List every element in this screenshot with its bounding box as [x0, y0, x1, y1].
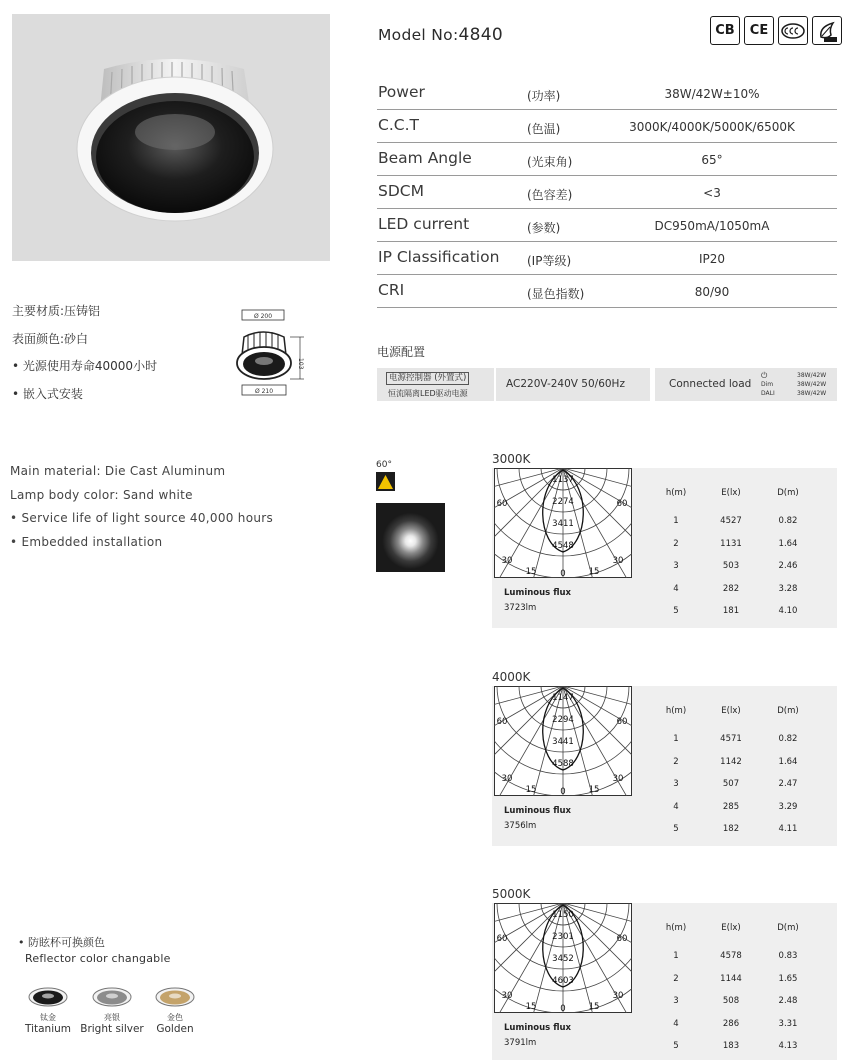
flux-value: 3791lm — [504, 1038, 537, 1048]
polar-label: 3452 — [552, 954, 574, 964]
illum-cell: 0.82 — [778, 734, 798, 744]
illum-header: h(m) — [665, 488, 687, 498]
polar-label: 2301 — [552, 932, 574, 942]
illum-cell: 5 — [673, 606, 679, 616]
spec-value: <3 — [703, 186, 721, 200]
illum-cell: 4527 — [720, 516, 742, 526]
polar-label: 3441 — [552, 737, 574, 747]
illum-header: D(m) — [777, 706, 799, 716]
polar-label: 60 — [496, 499, 508, 509]
illum-cell: 1 — [673, 734, 679, 744]
illum-cell: 182 — [722, 824, 740, 834]
illum-cell: 4 — [673, 802, 679, 812]
illum-cell: 2.46 — [778, 561, 798, 571]
beam-angle-label: 60° — [376, 460, 392, 470]
polar-label: 15 — [588, 1002, 600, 1012]
dim-bottom: Ø 210 — [254, 388, 274, 395]
spec-cn: (色容差) — [527, 188, 573, 202]
illum-header: h(m) — [665, 706, 687, 716]
polar-label: 1150 — [552, 910, 574, 920]
illum-cell: 285 — [722, 802, 740, 812]
illum-cell: 5 — [673, 824, 679, 834]
reflector-swatch-icon — [92, 985, 132, 1013]
power-input-cell — [496, 368, 650, 401]
illum-cell: 0.82 — [778, 516, 798, 526]
illum-cell: 4.11 — [778, 824, 798, 834]
polar-label: 1137 — [552, 475, 574, 485]
polar-label: 3411 — [552, 519, 574, 529]
illum-cell: 2 — [673, 757, 679, 767]
illum-cell: 3.28 — [778, 584, 798, 594]
spec-cn: (色温) — [527, 122, 561, 136]
illum-cell: 1142 — [720, 757, 742, 767]
polar-label: 0 — [560, 569, 566, 578]
illum-cell: 4 — [673, 1019, 679, 1029]
spec-value: 65° — [701, 153, 723, 167]
illum-cell: 3 — [673, 561, 679, 571]
polar-label: 1147 — [552, 693, 574, 703]
load-value: 38W/42W — [797, 381, 827, 388]
dim-height: 103 — [297, 358, 304, 370]
polar-diagram — [494, 468, 632, 578]
polar-label: 2294 — [552, 715, 574, 725]
spec-row — [377, 176, 837, 209]
reflector-name-en: Bright silver — [80, 1023, 144, 1035]
illum-cell: 3 — [673, 779, 679, 789]
illum-cell: 4.13 — [778, 1041, 798, 1051]
model-value: 4840 — [458, 25, 503, 45]
feature-cn-item: 主要材质:压铸铝 — [12, 304, 101, 318]
ccc-cert-icon — [778, 16, 808, 45]
illum-cell: 5 — [673, 1041, 679, 1051]
polar-label: 30 — [501, 774, 513, 784]
model-number — [378, 25, 503, 45]
illum-cell: 4 — [673, 584, 679, 594]
feature-en-item: • Embedded installation — [10, 534, 163, 549]
spec-name: C.C.T — [378, 116, 419, 134]
polar-label: 0 — [560, 1004, 566, 1013]
spec-row — [377, 143, 837, 176]
spec-name: Beam Angle — [378, 149, 472, 167]
illum-cell: 2.47 — [778, 779, 798, 789]
illum-cell: 1.65 — [778, 974, 798, 984]
polar-label: 30 — [612, 556, 624, 566]
illum-header: D(m) — [777, 488, 799, 498]
illum-cell: 2 — [673, 539, 679, 549]
spec-value: DC950mA/1050mA — [654, 219, 770, 233]
dimension-drawing — [228, 307, 313, 399]
illum-header: h(m) — [665, 923, 687, 933]
flux-label: Luminous flux — [504, 1023, 572, 1033]
polar-label: 60 — [616, 717, 628, 727]
illum-cell: 181 — [722, 606, 740, 616]
input-voltage: AC220V-240V 50/60Hz — [506, 378, 625, 390]
cct-title: 5000K — [492, 887, 531, 901]
reflector-name-cn: 亮银 — [104, 1013, 120, 1022]
polar-diagram — [494, 686, 632, 796]
product-photo — [12, 14, 330, 261]
reflector-title-en: Reflector color changable — [25, 952, 171, 965]
illum-cell: 503 — [722, 561, 740, 571]
polar-label: 0 — [560, 787, 566, 796]
power-config-title: 电源配置 — [377, 345, 426, 359]
spec-cn: (IP等级) — [527, 254, 572, 268]
illum-cell: 2.48 — [778, 996, 798, 1006]
illum-header: E(lx) — [721, 706, 741, 716]
illum-cell: 282 — [722, 584, 740, 594]
spec-cn: (显色指数) — [527, 287, 585, 301]
illum-cell: 3.29 — [778, 802, 798, 812]
illum-cell: 4.10 — [778, 606, 798, 616]
polar-label: 15 — [525, 567, 537, 577]
spec-name: LED current — [378, 215, 470, 233]
reflector-name-en: Golden — [156, 1023, 194, 1035]
illum-header: E(lx) — [721, 923, 741, 933]
spec-cn: (光束角) — [527, 155, 573, 169]
spec-value: 3000K/4000K/5000K/6500K — [629, 120, 795, 134]
cct-title: 3000K — [492, 452, 531, 466]
spec-cn: (功率) — [527, 89, 561, 103]
illum-cell: 507 — [722, 779, 740, 789]
spec-table — [377, 77, 837, 308]
illum-cell: 3 — [673, 996, 679, 1006]
illum-cell: 4578 — [720, 951, 742, 961]
polar-label: 60 — [496, 934, 508, 944]
load-key: Dim — [761, 381, 774, 388]
feature-cn-item: • 嵌入式安装 — [12, 386, 83, 401]
driver-label: 恒流隔离LED驱动电源 — [388, 389, 468, 398]
polar-label: 15 — [588, 567, 600, 577]
illum-header: D(m) — [777, 923, 799, 933]
power-symbol-icon: ⏻ — [761, 371, 768, 380]
polar-diagram — [494, 903, 632, 1013]
polar-label: 15 — [588, 785, 600, 795]
dim-top: Ø 200 — [253, 313, 273, 320]
features-cn — [12, 298, 157, 408]
polar-label: 15 — [525, 1002, 537, 1012]
spec-row — [377, 110, 837, 143]
illum-cell: 183 — [722, 1041, 740, 1051]
polar-label: 4603 — [552, 976, 574, 986]
flux-label: Luminous flux — [504, 806, 572, 816]
connected-load-cell — [655, 368, 837, 401]
spec-row — [377, 275, 837, 308]
model-label: Model No: — [378, 26, 459, 44]
polar-label: 15 — [525, 785, 537, 795]
illum-cell: 1131 — [720, 539, 742, 549]
illum-cell: 3.31 — [778, 1019, 798, 1029]
load-value: 38W/42W — [797, 390, 827, 397]
reflector-swatch-icon — [155, 985, 195, 1013]
flux-value: 3723lm — [504, 603, 537, 613]
spec-cn: (参数) — [527, 221, 561, 235]
beam-light-spot — [376, 503, 445, 572]
polar-label: 4588 — [552, 759, 574, 769]
feature-en-item: Main material: Die Cast Aluminum — [10, 464, 226, 478]
reflector-name-en: Titanium — [24, 1023, 71, 1035]
spec-row — [377, 77, 837, 110]
polar-label: 30 — [612, 774, 624, 784]
rohs-cert-icon — [812, 16, 842, 45]
reflector-title-cn: • 防眩杯可换颜色 — [18, 936, 105, 949]
flux-label: Luminous flux — [504, 588, 572, 598]
illum-cell: 2 — [673, 974, 679, 984]
spec-row — [377, 242, 837, 275]
cct-title: 4000K — [492, 670, 531, 684]
polar-label: 30 — [501, 556, 513, 566]
polar-label: 4548 — [552, 541, 574, 551]
cb-cert-icon: CB — [710, 16, 740, 45]
flux-value: 3756lm — [504, 821, 537, 831]
connected-load-label: Connected load — [669, 378, 752, 390]
beam-triangle-icon — [376, 472, 395, 491]
spec-name: Power — [378, 83, 425, 101]
polar-label: 2274 — [552, 497, 574, 507]
spec-value: 80/90 — [694, 285, 730, 299]
polar-label: 60 — [496, 717, 508, 727]
reflector-name-cn: 钛金 — [40, 1013, 56, 1022]
polar-label: 60 — [616, 499, 628, 509]
illum-cell: 4571 — [720, 734, 742, 744]
feature-en-item: • Service life of light source 40,000 hours — [10, 511, 274, 525]
illum-cell: 1.64 — [778, 539, 798, 549]
spec-name: CRI — [378, 281, 405, 299]
spec-row — [377, 209, 837, 242]
controller-label: 电源控制器 (外置式) — [386, 372, 469, 385]
polar-label: 30 — [612, 991, 624, 1001]
illum-cell: 0.83 — [778, 951, 798, 961]
reflector-name-cn: 金色 — [167, 1013, 183, 1022]
power-controller-cell — [377, 368, 494, 401]
polar-label: 30 — [501, 991, 513, 1001]
ce-cert-icon: CE — [744, 16, 774, 45]
illum-cell: 286 — [722, 1019, 740, 1029]
illum-cell: 508 — [722, 996, 740, 1006]
spec-value: IP20 — [698, 252, 726, 266]
feature-en-item: Lamp body color: Sand white — [10, 487, 193, 502]
reflector-swatch-icon — [28, 985, 68, 1013]
load-value: 38W/42W — [797, 372, 827, 379]
illum-cell: 1.64 — [778, 757, 798, 767]
feature-cn-item: • 光源使用寿命40000小时 — [12, 359, 158, 373]
illum-cell: 1 — [673, 951, 679, 961]
feature-cn-item: 表面颜色:砂白 — [12, 331, 89, 346]
polar-label: 60 — [616, 934, 628, 944]
spec-name: SDCM — [378, 182, 424, 200]
features-en — [10, 460, 273, 554]
spec-value: 38W/42W±10% — [664, 87, 760, 101]
spec-name: IP Classification — [378, 248, 500, 266]
certification-logos — [710, 16, 842, 45]
illum-cell: 1 — [673, 516, 679, 526]
illum-header: E(lx) — [721, 488, 741, 498]
load-key: DALI — [761, 390, 775, 397]
illum-cell: 1144 — [720, 974, 742, 984]
